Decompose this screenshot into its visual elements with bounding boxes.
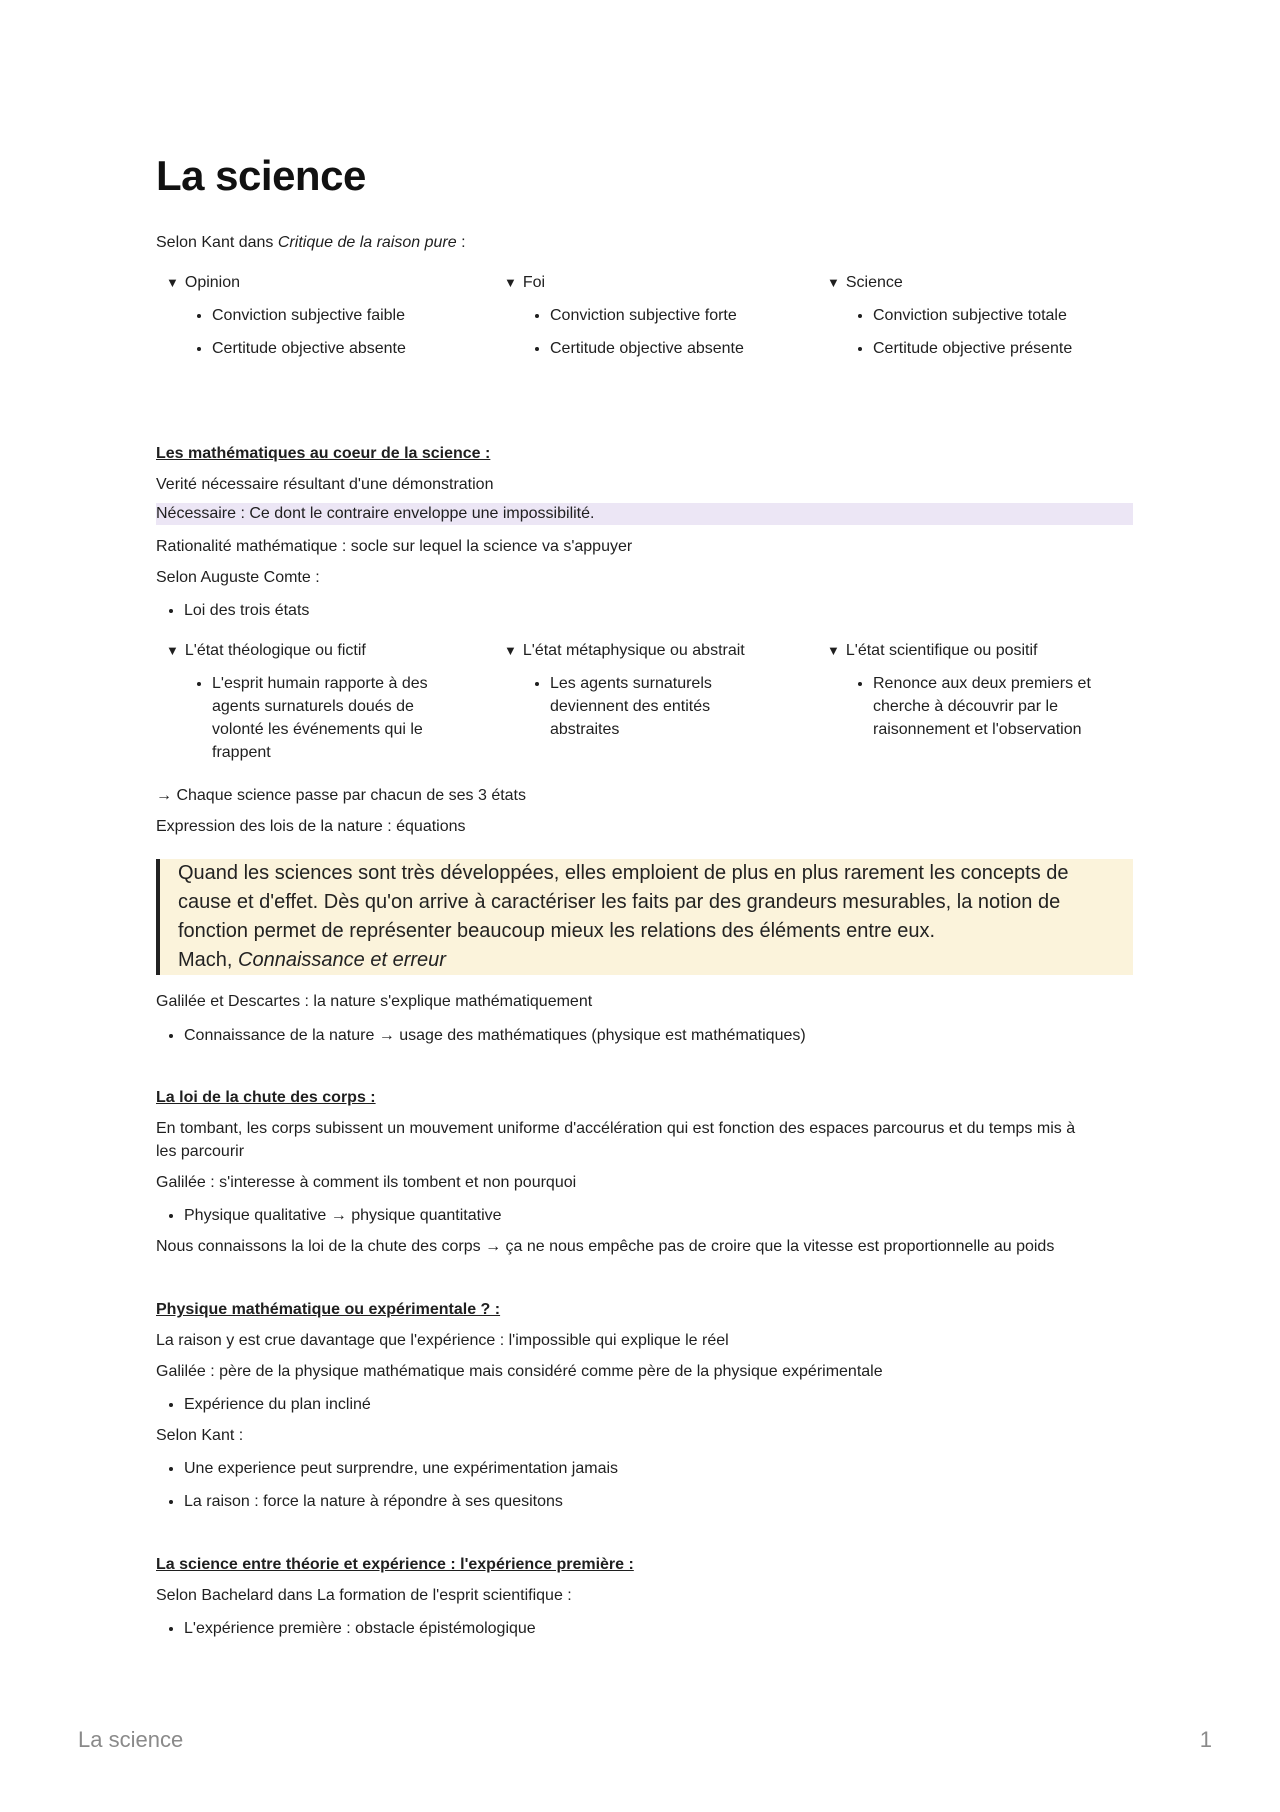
list-item: • L'esprit humain rapporte à des agents surnaturels doués de volonté les événements qui le frappent	[212, 672, 452, 764]
intro-paragraph	[156, 232, 466, 254]
paragraph: En tombant, les corps subissent un mouvement uniforme d'accélération qui est fonction des espaces parcourus et du temps mis à	[156, 1120, 1076, 1137]
toggle-triangle-icon[interactable]: ▼	[166, 643, 179, 658]
toggle-list	[817, 672, 1133, 741]
toggle-list	[817, 304, 1133, 360]
list-item: • Conviction subjective faible	[212, 304, 494, 327]
toggle-label: Science	[845, 274, 903, 291]
comte-toggle-row	[156, 640, 1133, 764]
bullet-list	[156, 1025, 806, 1047]
list-item: • Physique qualitative → physique quantitative	[184, 1205, 502, 1227]
paragraph: Galilée : père de la physique mathématique mais considéré comme père de la physique expérimentale	[156, 1363, 883, 1380]
bullet-list	[156, 1394, 371, 1416]
list-item: • Certitude objective absente	[212, 337, 494, 360]
toggle-foi	[494, 272, 817, 360]
footer-page-number: 1	[1199, 1727, 1212, 1752]
paragraph: Nous connaissons la loi de la chute des corps → ça ne nous empêche pas de croire que la vitesse est proportionnelle au poids	[156, 1238, 1055, 1255]
list-item: • Conviction subjective forte	[550, 304, 817, 327]
bullet-list	[156, 1205, 502, 1227]
toggle-list	[494, 672, 770, 741]
toggle-label: Foi	[522, 274, 546, 291]
quote-line: fonction permet de représenter beaucoup mieux les relations des éléments entre eux.	[178, 920, 936, 942]
paragraph: Verité nécessaire résultant d'une démonstration	[156, 476, 494, 493]
list-item: • Connaissance de la nature → usage des mathématiques (physique est mathématiques)	[184, 1025, 806, 1047]
kant-toggle-row	[156, 272, 1133, 360]
blockquote	[156, 859, 1133, 975]
toggle-triangle-icon[interactable]: ▼	[504, 275, 517, 290]
toggle-triangle-icon[interactable]: ▼	[827, 275, 840, 290]
toggle-label: L'état théologique ou fictif	[184, 642, 366, 659]
toggle-label: Opinion	[184, 274, 241, 291]
page-title: La science	[156, 152, 366, 199]
toggle-header[interactable]	[817, 640, 1133, 662]
toggle-header[interactable]	[156, 272, 494, 294]
list-item: • Renonce aux deux premiers et cherche à découvrir par le raisonnement et l'observation	[873, 672, 1133, 741]
toggle-opinion	[156, 272, 494, 360]
paragraph: les parcourir	[156, 1143, 245, 1160]
list-item: • Certitude objective présente	[873, 337, 1133, 360]
list-item: • Expérience du plan incliné	[184, 1394, 371, 1416]
quote-attribution	[178, 946, 1133, 975]
quote-line: cause et d'effet. Dès qu'on arrive à caractériser les faits par des grandeurs mesurables, la notion de	[178, 891, 1061, 913]
paragraph: Selon Bachelard dans La formation de l'esprit scientifique :	[156, 1587, 572, 1604]
list-item: • Certitude objective absente	[550, 337, 817, 360]
footer-title: La science	[78, 1727, 184, 1752]
toggle-header[interactable]	[494, 640, 817, 662]
paragraph: La raison y est crue davantage que l'expérience : l'impossible qui explique le réel	[156, 1332, 729, 1349]
paragraph: Selon Kant :	[156, 1427, 244, 1444]
paragraph: Galilée : s'interesse à comment ils tombent et non pourquoi	[156, 1174, 577, 1191]
section-heading-chute: La loi de la chute des corps :	[156, 1089, 376, 1106]
toggle-list	[156, 672, 452, 764]
bullet-list	[156, 1618, 536, 1640]
section-heading-physique: Physique mathématique ou expérimentale ? :	[156, 1301, 501, 1318]
intro-suffix: :	[456, 234, 466, 251]
toggle-science	[817, 272, 1133, 360]
list-item: • Conviction subjective totale	[873, 304, 1133, 327]
toggle-header[interactable]	[817, 272, 1133, 294]
toggle-triangle-icon[interactable]: ▼	[504, 643, 517, 658]
toggle-scientifique	[817, 640, 1133, 764]
intro-prefix: Selon Kant dans	[156, 234, 278, 251]
quote-author: Mach,	[178, 949, 239, 971]
toggle-list	[156, 304, 494, 360]
toggle-theologique	[156, 640, 494, 764]
section-heading-math: Les mathématiques au coeur de la science :	[156, 445, 491, 462]
list-item: • Loi des trois états	[184, 600, 309, 622]
toggle-metaphysique	[494, 640, 817, 764]
intro-work: Critique de la raison pure	[277, 234, 457, 251]
paragraph: → Chaque science passe par chacun de ses 3 états	[156, 787, 526, 804]
bullet-list	[156, 1491, 563, 1513]
toggle-header[interactable]	[156, 640, 494, 662]
list-item: • Les agents surnaturels deviennent des entités abstraites	[550, 672, 770, 741]
paragraph: Galilée et Descartes : la nature s'explique mathématiquement	[156, 993, 593, 1010]
toggle-list	[494, 304, 817, 360]
toggle-header[interactable]	[494, 272, 817, 294]
list-item: • Une experience peut surprendre, une expérimentation jamais	[184, 1458, 618, 1480]
list-item: • L'expérience première : obstacle épistémologique	[184, 1618, 536, 1640]
highlighted-paragraph: Nécessaire : Ce dont le contraire enveloppe une impossibilité.	[156, 503, 1133, 525]
toggle-triangle-icon[interactable]: ▼	[827, 643, 840, 658]
paragraph: Selon Auguste Comte :	[156, 569, 320, 586]
quote-line: Quand les sciences sont très développées, elles emploient de plus en plus rarement les concepts de	[178, 862, 1069, 884]
paragraph: Rationalité mathématique : socle sur lequel la science va s'appuyer	[156, 538, 633, 555]
paragraph: Expression des lois de la nature : équations	[156, 818, 466, 835]
toggle-label: L'état métaphysique ou abstrait	[522, 642, 745, 659]
bullet-list	[156, 600, 309, 622]
quote-work: Connaissance et erreur	[238, 949, 446, 971]
toggle-triangle-icon[interactable]: ▼	[166, 275, 179, 290]
section-heading-theorie: La science entre théorie et expérience : l'expérience première :	[156, 1556, 634, 1573]
list-item: • La raison : force la nature à répondre à ses quesitons	[184, 1491, 563, 1513]
toggle-label: L'état scientifique ou positif	[845, 642, 1038, 659]
bullet-list	[156, 1458, 618, 1480]
